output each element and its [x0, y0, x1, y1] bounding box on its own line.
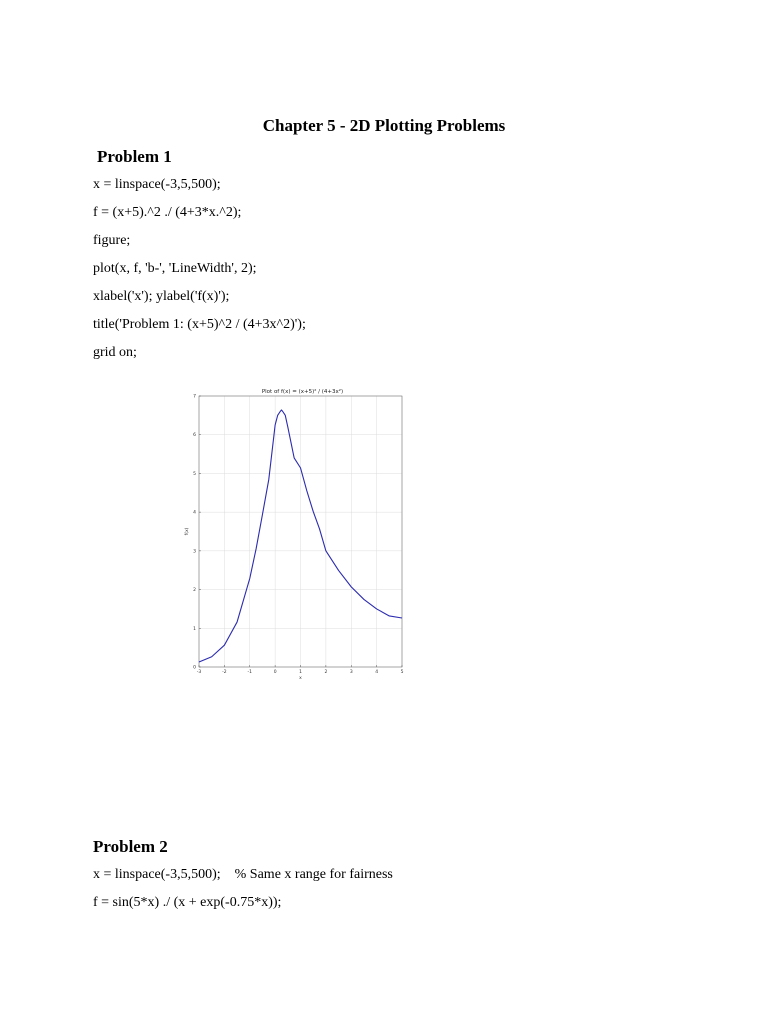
plot-figure [172, 376, 412, 691]
y-tick-label: 5 [193, 471, 196, 477]
line-chart [172, 376, 412, 691]
x-axis-label: x [299, 676, 302, 681]
x-tick-label: 5 [400, 670, 404, 675]
code-line: grid on; [93, 345, 137, 360]
chart-title: Plot of f(x) = (x+5)² / (4+3x²) [261, 389, 344, 395]
section-heading-problem-2: Problem 2 [93, 837, 168, 856]
x-tick-label: -3 [196, 670, 202, 675]
code-line: f = sin(5*x) ./ (x + exp(-0.75*x)); [93, 895, 282, 910]
x-tick-label: 1 [299, 670, 302, 675]
page-title: Chapter 5 - 2D Plotting Problems [262, 116, 506, 135]
y-tick-label: 3 [193, 549, 196, 555]
y-tick-label: 0 [193, 665, 196, 671]
x-tick-label: 4 [375, 670, 379, 675]
x-tick-label: -1 [247, 670, 252, 675]
code-line: xlabel('x'); ylabel('f(x)'); [93, 289, 230, 304]
y-tick-label: 7 [193, 394, 196, 400]
y-tick-label: 2 [193, 588, 196, 594]
code-line: title('Problem 1: (x+5)^2 / (4+3x^2)'); [93, 317, 306, 332]
y-tick-label: 4 [193, 510, 196, 516]
code-line: x = linspace(-3,5,500); % Same x range for fairness [93, 867, 393, 882]
x-tick-label: -2 [222, 670, 227, 675]
code-line: x = linspace(-3,5,500); [93, 177, 221, 192]
y-axis-label: f(x) [185, 527, 190, 536]
x-tick-label: 3 [349, 670, 353, 675]
section-heading-problem-1: Problem 1 [97, 147, 172, 166]
code-line: figure; [93, 233, 131, 248]
x-tick-label: 2 [324, 670, 328, 675]
code-line: plot(x, f, 'b-', 'LineWidth', 2); [93, 261, 257, 276]
y-tick-label: 1 [193, 626, 196, 632]
y-tick-label: 6 [193, 433, 196, 439]
code-line: f = (x+5).^2 ./ (4+3*x.^2); [93, 205, 242, 220]
x-tick-label: 0 [273, 670, 277, 675]
